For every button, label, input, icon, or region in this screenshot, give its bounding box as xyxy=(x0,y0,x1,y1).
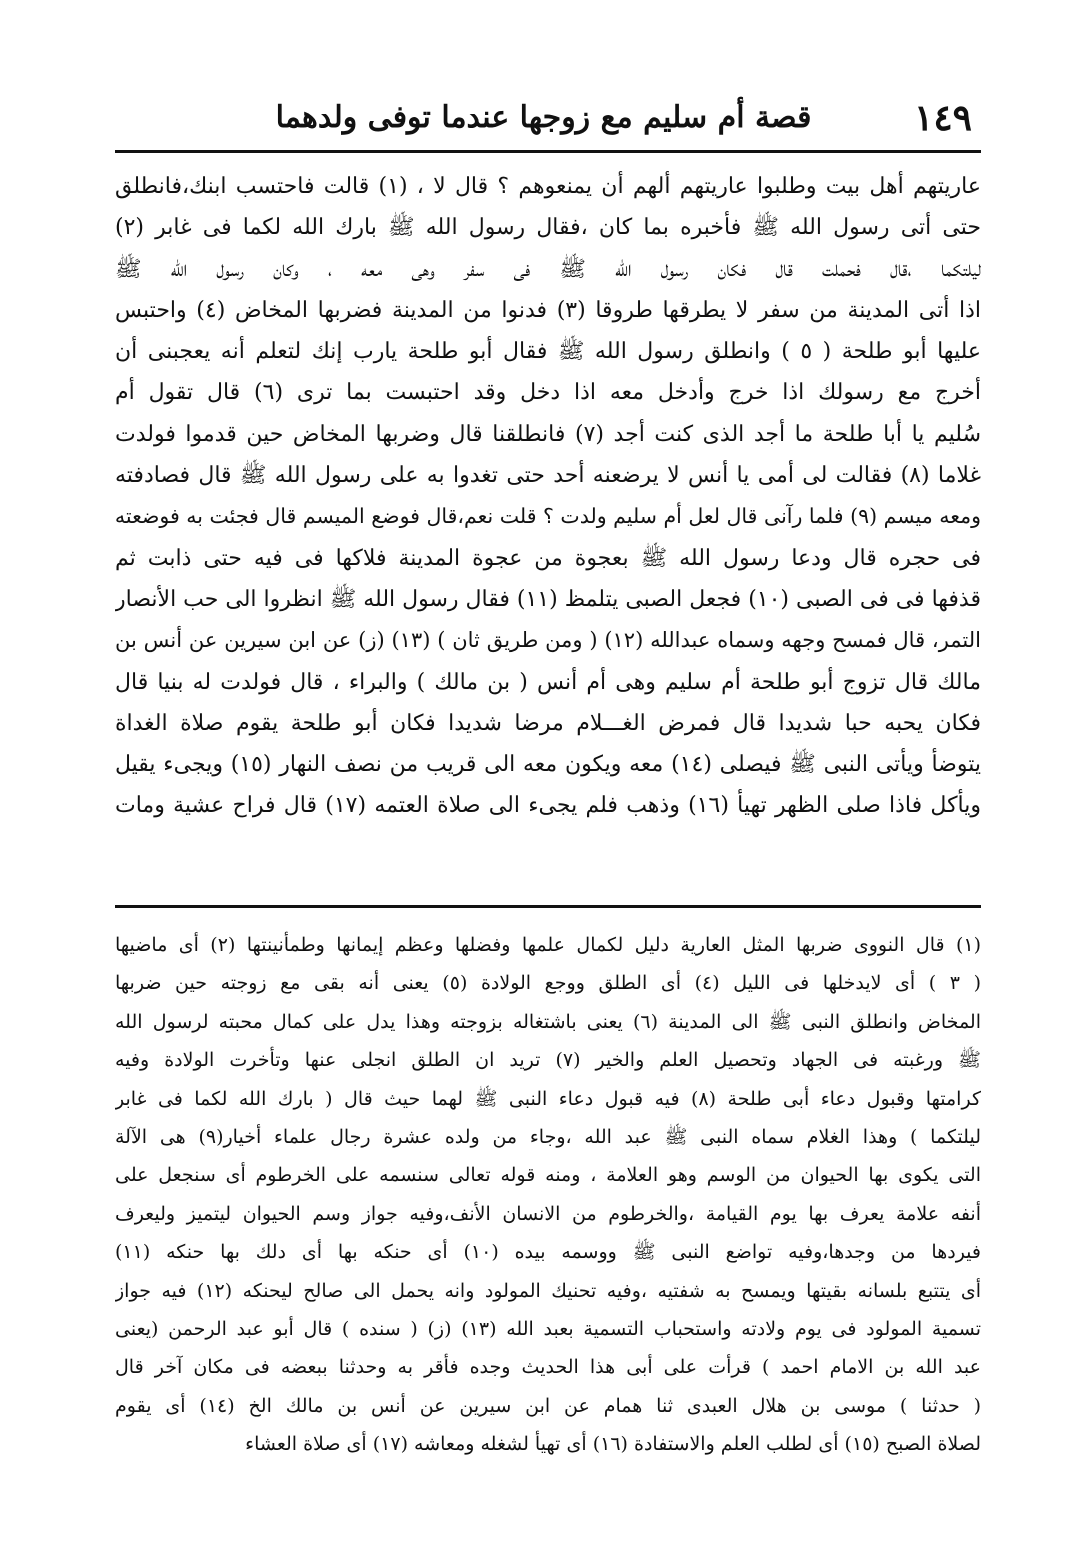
text-line: عليها أبو طلحة ( ٥ ) وانطلق رسول الله ﷺ فقال أبو طلحة يارب إنك لتعلم أنه يعجبنى أن xyxy=(115,339,981,365)
running-title: قصة أم سليم مع زوجها عندما توفى ولدهما xyxy=(275,100,812,135)
text-line: ويأكل فاذا صلى الظهر تهيأ (١٦) وذهب فلم يجىء الى صلاة العتمه (١٧) قال فراح عشية ومات xyxy=(115,793,981,819)
footnote-line: أنفه علامة يعرف بها يوم القيامة ،والخرطوم من الانسان الأنف،وفيه جواز وسم الحيوان ليتميز وليعرف xyxy=(115,1202,981,1225)
main-text xyxy=(115,166,981,827)
text-line: فكان يحبه حبا شديدا قال فمرض الغـــلام مرضا شديدا فكان أبو طلحة يقوم صلاة الغداة xyxy=(115,710,981,736)
text-line: يتوضأ ويأتى النبى ﷺ فيصلى (١٤) معه ويكون معه الى قريب من نصف النهار (١٥) ويجىء يقيل xyxy=(115,752,981,778)
header-rule xyxy=(115,150,981,153)
text-line: أخرج مع رسولك اذا خرج وأدخل معه اذا دخل وقد احتبست بما ترى (٦) قال تقول أم xyxy=(115,380,981,406)
footnote-line: ليلتكما ) وهذا الغلام سماه النبى ﷺ عبد الله ،وجاء من ولده عشرة رجال علماء أخيار(٩) هى الآلة xyxy=(115,1125,981,1148)
footnote-line: أى يتتبع بلسانه بقيتها ويمسح به شفتيه ،وفيه تحنيك المولود وانه يحمل الى صالح ليحنكه (١٢) فيه جواز xyxy=(115,1279,981,1302)
footnote-line: (١) قال النووى ضربها المثل العارية دليل لكمال علمها وفضلها وعظم إيمانها وطمأنينتها (٢) أى ماضيها xyxy=(115,934,981,956)
text-line: ليلتكما ،قال فحملت قال فكان رسول الله ﷺ فى سفر وهى معه ، وكان رسول الله ﷺ xyxy=(115,256,981,282)
page-header xyxy=(115,92,972,148)
footnote-line: تسمية المولود فى يوم ولادته واستحباب التسمية بعبد الله (١٣) (ز) ( سنده ) قال أبو عبد الرحمن (يعنى xyxy=(115,1317,981,1340)
text-line: قذفها فى فى الصبى (١٠) فجعل الصبى يتلمظ (١١) فقال رسول الله ﷺ انظروا الى حب الأنصار xyxy=(115,586,981,612)
text-line: مالك قال تزوج أبو طلحة أم سليم وهى أم أنس ( بن مالك ) والبراء ، قال فولدت له بنيا قال xyxy=(115,669,981,695)
text-line: ومعه ميسم (٩) فلما رآنى قال لعل أم سليم ولدت ؟ قلت نعم،قال فوضع الميسم قال فجئت به فوضعته xyxy=(115,504,981,529)
text-line: حتى أتى رسول الله ﷺ فأخبره بما كان ،فقال رسول الله ﷺ بارك الله لكما فى غابر (٢) xyxy=(115,215,981,241)
footnotes xyxy=(115,926,981,1463)
footnote-line: المخاض وانطلق النبى ﷺ الى المدينة (٦) يعنى باشتغاله بزوجته وهذا يدل على كمال محبته لرسول الله xyxy=(115,1010,981,1033)
footnote-line: ( حدثنا ) موسى بن هلال العبدى ثنا همام عن ابن سيرين عن أنس بن مالك الخ (١٤) أى يقوم xyxy=(115,1394,981,1417)
text-line: عاريتهم أهل بيت وطلبوا عاريتهم ألهم أن يمنعوهم ؟ قال لا ، (١) قالت فاحتسب ابنك،فانطلق xyxy=(115,174,981,199)
text-line: سُليم يا أبا طلحة ما أجد الذى كنت أجد (٧) فانطلقنا قال وضربها المخاض حين قدموا فولدت xyxy=(115,421,981,447)
footnote-line: ( ٣ ) أى لايدخلها فى الليل (٤) أى الطلق ووجع الولادة (٥) يعنى أنه بقى مع زوجته حين ضربها xyxy=(115,972,981,995)
footnote-line: عبد الله بن الامام احمد ) قرأت على أبى هذا الحديث وجده فأقر به وحدثنا ببعضه فى مكان آخر قال xyxy=(115,1356,981,1379)
footnote-line: التى يكوى بها الحيوان من الوسم وهو العلامة ، ومنه قوله تعالى سنسمه على الخرطوم أى سنجعل على xyxy=(115,1164,981,1187)
footnote-line: فيردها من وجدها،وفيه تواضع النبى ﷺ ووسمه بيده (١٠) أى حنكه بها أى دلك بها حنكه (١١) xyxy=(115,1241,981,1264)
text-line: فى حجره قال ودعا رسول الله ﷺ بعجوة من عجوة المدينة فلاكها فى فيه حتى ذابت ثم xyxy=(115,545,981,571)
page-number: ١٤٩ xyxy=(913,97,972,139)
footnote-line: كرامتها وقبول دعاء أبى طلحة (٨) فيه قبول دعاء النبى ﷺ لهما حيث قال ( بارك الله لكما فى غابر xyxy=(115,1087,981,1110)
text-line: غلاما (٨) فقالت لى أمى يا أنس لا يرضعنه أحد حتى تغدوا به على رسول الله ﷺ قال فصادفته xyxy=(115,463,981,489)
text-line: التمر، قال فمسح وجهه وسماه عبدالله (١٢) ( ومن طريق ثان ) (١٣) (ز) عن ابن سيرين عن أنس بن xyxy=(115,628,981,653)
footnote-line: لصلاة الصبح (١٥) أى لطلب العلم والاستفادة (١٦) أى تهيأ لشغله ومعاشه (١٧) أى صلاة العشاء xyxy=(245,1433,981,1456)
footnote-line: ﷺ ورغبته فى الجهاد وتحصيل العلم والخير (٧) تريد ان الطلق انجلى عنها وتأخرت الولادة وفيه xyxy=(115,1049,981,1072)
text-line: اذا أتى المدينة من سفر لا يطرقها طروقا (٣) فدنوا من المدينة فضربها المخاض (٤) واحتبس xyxy=(115,297,981,323)
footnote-rule xyxy=(115,905,981,908)
